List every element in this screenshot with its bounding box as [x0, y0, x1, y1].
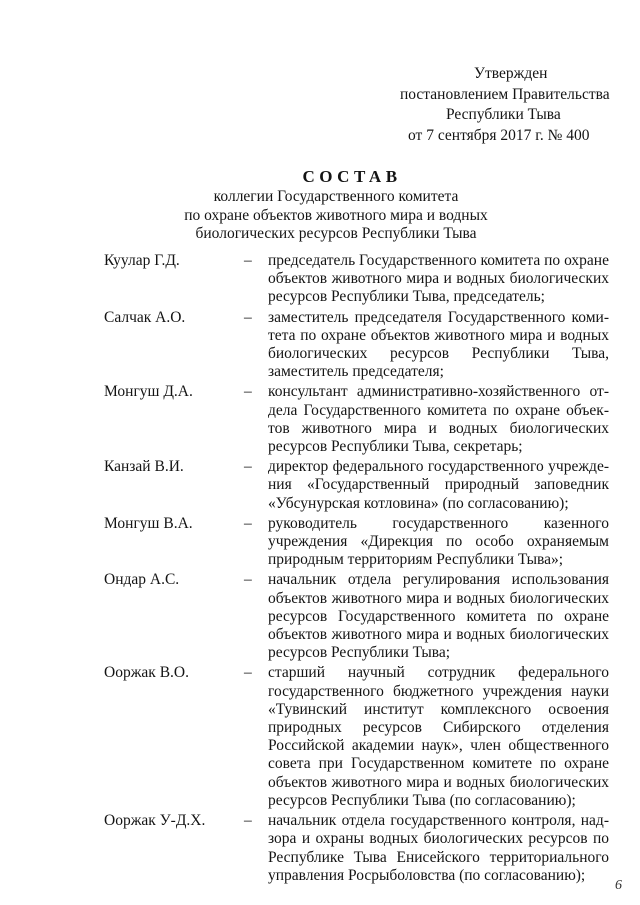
member-dash: – [244, 308, 252, 326]
member-entry [0, 812, 640, 885]
member-dash: – [244, 812, 252, 830]
member-name: Ооржак В.О. [104, 664, 189, 682]
heading-line-3: биологических ресурсов Республики Тыва [195, 225, 477, 242]
member-dash: – [244, 664, 252, 682]
document-heading [100, 166, 572, 244]
approval-line-4: от 7 сентября 2017 г. № 400 [408, 126, 590, 144]
member-role: начальник отдела регулирования использования объектов животного мира и водных биологических ресурсов Государственного комитета по охране объектов животного мира и водных биологических ресурсов Республики Тыва; [268, 571, 609, 662]
approval-line-3: Республики Тыва [446, 106, 561, 123]
member-name: Куулар Г.Д. [104, 252, 180, 269]
approval-line-2: постановлением Правительства [400, 85, 610, 103]
member-entry [0, 458, 640, 513]
member-role: консультант административно-хозяйственного отдела Государственного комитета по охране объектов животного мира и водных биологических ресурсов Республики Тыва, секретарь; [268, 383, 609, 456]
member-entry [0, 515, 640, 570]
member-dash: – [244, 458, 252, 476]
member-entry [0, 383, 640, 456]
member-list [0, 252, 640, 887]
approval-stamp [380, 64, 630, 146]
page-number: 6 [615, 878, 622, 893]
member-entry [0, 252, 640, 307]
member-role: директор федерального государственного учреждения «Государственный природный заповедник «Убсунурская котловина» (по согласованию); [268, 458, 609, 512]
member-role: председатель Государственного комитета по охране объектов животного мира и водных биологических ресурсов Республики Тыва, председатель; [268, 252, 609, 306]
member-role: начальник отдела государственного контроля, надзора и охраны водных биологических ресурсов по Республике Тыва Енисейского территориального управления Росрыболовства (по согласованию); [268, 812, 609, 884]
member-dash: – [244, 514, 252, 532]
member-entry [0, 571, 640, 662]
heading-line-2: по охране объектов животного мира и водных [184, 206, 488, 224]
approval-line-1: Утвержден [474, 65, 548, 82]
member-name: Ондар А.С. [104, 571, 180, 589]
member-dash: – [244, 383, 252, 401]
member-entry [0, 664, 640, 810]
member-role: руководитель государственного казенного учреждения «Дирекция по особо охраняемым природным территориям Республики Тыва»; [268, 514, 609, 569]
member-role: старший научный сотрудник федерального государственного бюджетного учреждения науки «Тувинский институт комплексного освоения природных ресурсов Сибирского отделения Российской академии наук», член общественного совета при Государственном комитете по охране объектов животного мира и водных биологических ресурсов Республики Тыва (по согласованию); [268, 664, 609, 809]
member-entry [0, 309, 640, 382]
member-name: Монгуш В.А. [104, 514, 193, 532]
document-title: СОСТАВ [302, 167, 402, 186]
member-name: Ооржак У-Д.Х. [104, 812, 206, 830]
member-dash: – [244, 252, 252, 269]
member-role: заместитель председателя Государственного комитета по охране объектов животного мира и водных биологических ресурсов Республики Тыва, заместитель председателя; [268, 308, 609, 381]
member-dash: – [244, 571, 252, 589]
member-name: Салчак А.О. [104, 308, 186, 326]
heading-line-1: коллегии Государственного комитета [213, 188, 459, 205]
member-name: Канзай В.И. [104, 458, 184, 476]
member-name: Монгуш Д.А. [104, 383, 193, 401]
